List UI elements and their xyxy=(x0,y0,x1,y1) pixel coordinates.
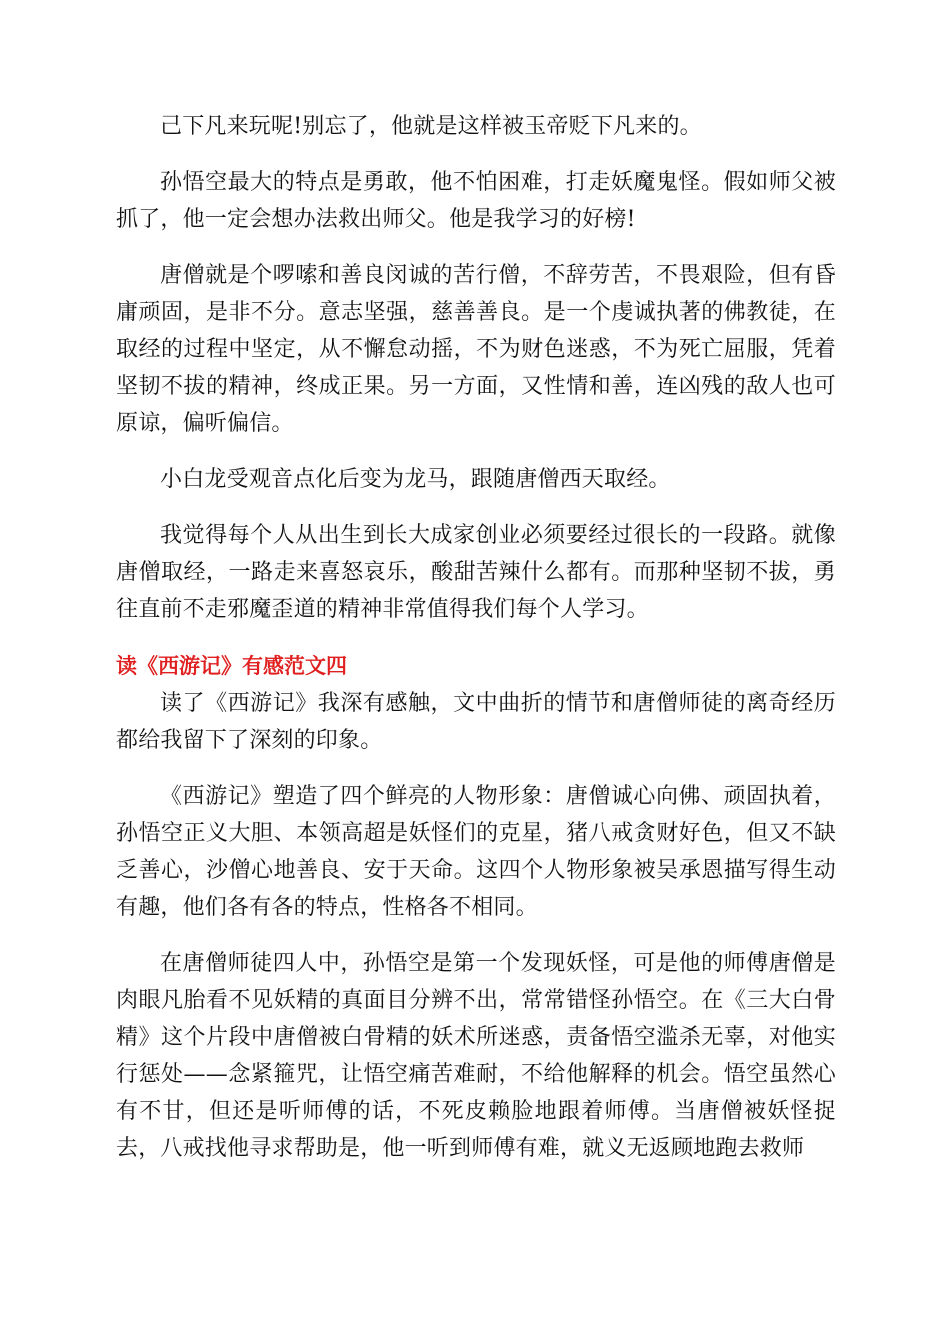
paragraph: 读了《西游记》我深有感触，文中曲折的情节和唐僧师徒的离奇经历都给我留下了深刻的印象。 xyxy=(116,691,836,753)
paragraph: 孙悟空最大的特点是勇敢，他不怕困难，打走妖魔鬼怪。假如师父被抓了，他一定会想办法救出师父。他是我学习的好榜! xyxy=(116,170,836,232)
paragraph: 小白龙受观音点化后变为龙马，跟随唐僧西天取经。 xyxy=(160,467,671,492)
paragraph: 唐僧就是个啰嗦和善良闵诚的苦行僧，不辞劳苦，不畏艰险，但有昏庸顽固，是非不分。意志坚强，慈善善良。是一个虔诚执著的佛教徒，在取经的过程中坚定，从不懈怠动摇，不为财色迷惑，不为死亡屈服，凭着坚韧不拔的精神，终成正果。另一方面，又性情和善，连凶残的敌人也可原谅，偏听偏信。 xyxy=(116,263,836,436)
paragraph: 《西游记》塑造了四个鲜亮的人物形象：唐僧诚心向佛、顽固执着，孙悟空正义大胆、本领高超是妖怪们的克星，猪八戒贪财好色，但又不缺乏善心，沙僧心地善良、安于天命。这四个人物形象被吴承恩描写得生动有趣，他们各有各的特点，性格各不相同。 xyxy=(116,784,836,920)
paragraph: 我觉得每个人从出生到长大成家创业必须要经过很长的一段路。就像唐僧取经，一路走来喜怒哀乐，酸甜苦辣什么都有。而那种坚韧不拔，勇往直前不走邪魔歪道的精神非常值得我们每个人学习。 xyxy=(116,523,836,622)
paragraph: 在唐僧师徒四人中，孙悟空是第一个发现妖怪，可是他的师傅唐僧是肉眼凡胎看不见妖精的真面目分辨不出，常常错怪孙悟空。在《三大白骨精》这个片段中唐僧被白骨精的妖术所迷惑，责备悟空滥杀无辜，对他实行惩处——念紧箍咒，让悟空痛苦难耐，不给他解释的机会。悟空虽然心有不甘，但还是听师傅的话，不死皮赖脸地跟着师傅。当唐僧被妖怪捉去，八戒找他寻求帮助是，他一听到师傅有难，就义无返顾地跑去救师 xyxy=(116,951,836,1161)
document-page xyxy=(116,108,836,1167)
paragraph: 己下凡来玩呢!别忘了，他就是这样被玉帝贬下凡来的。 xyxy=(160,114,702,139)
section-heading: 读《西游记》有感范文四 xyxy=(116,654,347,678)
